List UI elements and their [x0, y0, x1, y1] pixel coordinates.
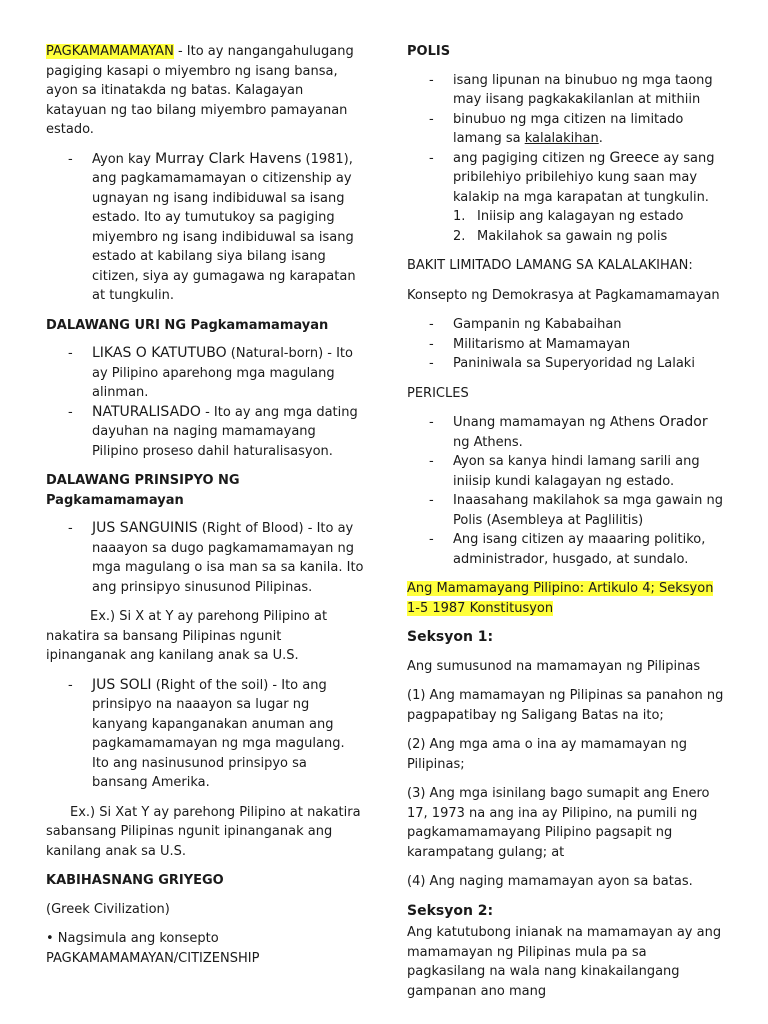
example-2: Ex.) Si Xat Y ay parehong Pilipino at nakatira sabansang Pilipinas ngunit ipinanganak ang kanilang anak sa U.S.	[46, 804, 361, 859]
polis-2-suffix: .	[598, 131, 603, 146]
example-1: Ex.) Si X at Y ay parehong Pilipino at nakatira sa bansang Pilipinas ngunit ipinanganak ang kanilang anak sa U.S.	[46, 609, 328, 663]
seksyon-1-item-4: (4) Ang naging mamamayan ayon sa batas.	[407, 874, 693, 889]
konsepto-item-1: - Gampanin ng Kababaihan	[407, 315, 725, 335]
artikulo-heading	[407, 579, 725, 618]
numbered-item-2-text: Makilahok sa gawain ng polis	[477, 228, 668, 244]
naturalisado-term: NATURALISADO	[92, 403, 201, 420]
seksyon-1-heading: Seksyon 1:	[407, 629, 494, 645]
polis-3-prefix: ang pagiging citizen ng	[453, 150, 610, 166]
polis-heading: POLIS	[407, 44, 451, 59]
likas-item	[46, 344, 364, 403]
havens-name: Murray Clark Havens	[155, 150, 302, 167]
pagkamamamayan-term: PAGKAMAMAMAYAN	[46, 44, 174, 59]
soli-list	[46, 676, 364, 793]
intro-text: - Ito ay nangangahulugang pagiging kasapi o miyembro ng isang bansa, ayon sa itinatakda ng batas. Kalagayan katayuan ng tao bilang miyembro pamayanan estado.	[46, 44, 354, 137]
pericles-item-2: - Ayon sa kanya hindi lamang sarili ang iniisip kundi kalagayan ng estado.	[407, 452, 725, 491]
orador-term: Orador	[659, 414, 708, 430]
polis-item-1: - isang lipunan na binubuo ng mga taong may iisang pagkakakilanlan at mithiin	[407, 71, 725, 110]
sanguinis-text: (Right of Blood) - Ito ay naaayon sa dugo pagkamamamayan ng mga magulang o isa man sa sa kanila. Ito ang prinsipyo sinusunod Pilipinas.	[92, 521, 364, 595]
bakit-heading: BAKIT LIMITADO LAMANG SA KALALAKIHAN:	[407, 258, 693, 273]
konsepto-item-3: - Paniniwala sa Superyoridad ng Lalaki	[407, 354, 725, 374]
greek-civilization: (Greek Civilization)	[46, 901, 170, 917]
sanguinis-term: JUS SANGUINIS	[92, 520, 198, 536]
sanguinis-list	[46, 519, 364, 597]
nagsimula-bullet: • Nagsimula ang konsepto PAGKAMAMAMAYAN/CITIZENSHIP	[46, 931, 260, 966]
polis-3-suffix: ay sang pribilehiyo pribilehiyo kung saan may kalakip na mga karapatan at tungkulin.	[453, 150, 715, 205]
naturalisado-item	[46, 403, 364, 462]
pericles-item-3: - Inaasahang makilahok sa mga gawain ng Polis (Asembleya at Paglilitis)	[407, 491, 725, 530]
havens-text: (1981), ang pagkamamamayan o citizenship ay ugnayan ng isang indibiduwal sa isang estado. Ito ay tumutukoy sa pagiging miyembro ng isang indibiduwal sa isang estado at kabilang siya bilang isang citizen, siya ay gumagawa ng karapatan at tungkulin.	[92, 151, 356, 303]
havens-item	[46, 150, 364, 306]
seksyon-2-text: Ang katutubong inianak na mamamayan ay ang mamamayan ng Pilipinas mula pa sa pagkasilang na wala nang kinakailangang gampanan ano mang	[407, 925, 722, 999]
left-column	[46, 42, 364, 978]
numbered-item-2: 2. Makilahok sa gawain ng polis	[453, 228, 668, 244]
artikulo-highlight: Ang Mamamayang Pilipino: Artikulo 4; Seksyon 1-5 1987 Konstitusyon	[407, 581, 714, 616]
polis-item-3	[407, 149, 725, 208]
pericles-item-1	[407, 413, 725, 452]
havens-list	[46, 150, 364, 306]
intro-paragraph	[46, 42, 364, 140]
pericles-1-prefix: Unang mamamayan ng Athens	[453, 415, 660, 430]
havens-prefix: Ayon kay	[92, 151, 156, 167]
sumusunod-text: Ang sumusunod na mamamayan ng Pilipinas	[407, 658, 701, 674]
griyego-heading: KABIHASNANG GRIYEGO	[46, 873, 224, 888]
soli-item	[46, 676, 364, 793]
kalalakihan-underline: kalalakihan	[524, 131, 599, 146]
polis-2-prefix: binubuo ng mga citizen na limitado lamang sa	[453, 111, 684, 146]
polis-item-2	[407, 110, 725, 149]
seksyon-1-item-3: (3) Ang mga isinilang bago sumapit ang Enero 17, 1973 na ang ina ay Pilipino, na pumili ng pagkamamamayang Pilipino pagsapit ng karampatang gulang; at	[407, 786, 710, 860]
likas-term: LIKAS O KATUTUBO	[92, 345, 227, 361]
polis-list	[407, 71, 725, 208]
soli-term: JUS SOLI	[92, 676, 152, 693]
pericles-item-4: - Ang isang citizen ay maaaring politiko, administrador, husgado, at sundalo.	[407, 530, 725, 569]
numbered-item-1: 1. Iniisip ang kalagayan ng estado	[453, 209, 684, 224]
seksyon-1-item-2: (2) Ang mga ama o ina ay mamamayan ng Pilipinas;	[407, 737, 688, 772]
uri-heading: DALAWANG URI NG Pagkamamamayan	[46, 317, 329, 333]
konsepto-heading: Konsepto ng Demokrasya at Pagkamamamayan	[407, 287, 720, 303]
konsepto-item-2: - Militarismo at Mamamayan	[407, 335, 725, 355]
right-column	[407, 42, 725, 1011]
seksyon-1-item-1: (1) Ang mamamayan ng Pilipinas sa panahon ng pagpapatibay ng Saligang Batas na ito;	[407, 688, 724, 723]
prinsipyo-heading: DALAWANG PRINSIPYO NG Pagkamamamayan	[46, 473, 240, 508]
pericles-list	[407, 413, 725, 569]
likas-text: (Natural-born) - Ito ay Pilipino aparehong mga magulang alinman.	[92, 346, 353, 400]
seksyon-2-heading: Seksyon 2:	[407, 902, 494, 919]
pericles-heading: PERICLES	[407, 385, 469, 401]
konsepto-list	[407, 315, 725, 374]
naturalisado-text: - Ito ay ang mga dating dayuhan na naging mamamayang Pilipino proseso dahil haturalisasyon.	[92, 404, 358, 459]
sanguinis-item	[46, 519, 364, 597]
soli-text: (Right of the soil) - Ito ang prinsipyo na naaayon sa lugar ng kanyang kapanganakan anuman ang pagkamamamayan ng mga magulang. Ito ang nasinusunod prinsipyo sa bansang Amerika.	[92, 677, 345, 790]
pericles-1-suffix: ng Athens.	[453, 434, 523, 450]
numbered-item-1-text: Iniisip ang kalagayan ng estado	[477, 209, 684, 224]
uri-list	[46, 344, 364, 461]
polis-numbered-list	[431, 207, 725, 246]
greece-term: Greece	[609, 149, 660, 166]
